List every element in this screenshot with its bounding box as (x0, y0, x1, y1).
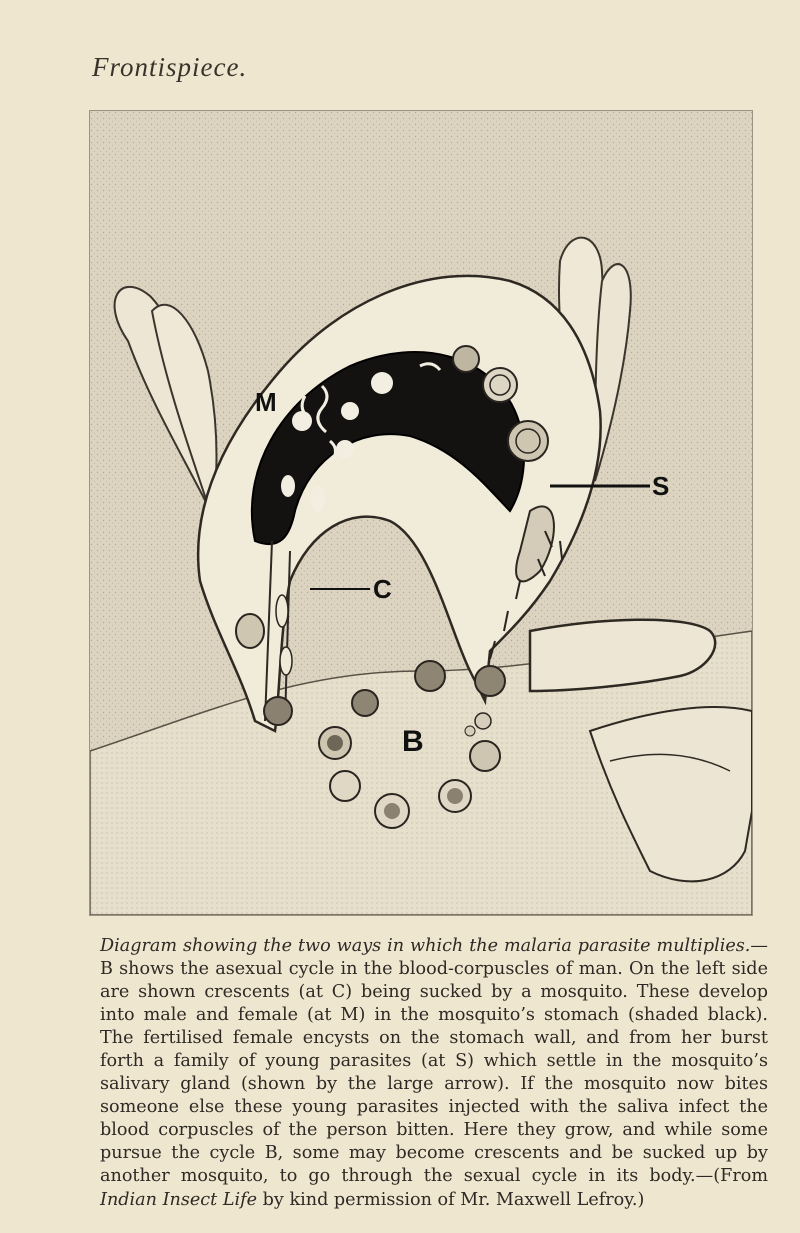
caption-source-title: Indian Insect Life (100, 1189, 258, 1210)
label-m: M (255, 387, 277, 417)
malaria-diagram-plate (89, 110, 753, 916)
frontispiece-heading: Frontispiece. (92, 52, 248, 82)
caption-tail: by kind permission of Mr. Maxwell Lefroy.) (257, 1189, 645, 1210)
figure-caption (100, 935, 768, 1212)
label-s: S (652, 471, 670, 501)
label-c: C (373, 574, 392, 604)
caption-lead: Diagram showing the two ways in which the malaria parasite multiplies.— (100, 936, 768, 956)
label-b: B (402, 725, 424, 758)
caption-body: B shows the asexual cycle in the blood-corpuscles of man. On the left side are shown crescents (at C) being sucked by a mosquito. These develop into male and female (at M) in the mosquito’s stomach (shaded black). The fertilised female encysts on the stomach wall, and from her burst forth a family of young parasites (at S) which settle in the mosquito’s salivary gland (shown by the large arrow). If the mosquito now bites someone else these young parasites injected with the saliva infect the blood corpuscles of the person bitten. Here they grow, and while some pursue the cycle B, some may become crescents and be sucked up by another mosquito, to go through the sexual cycle in its body.—(From (100, 959, 768, 1187)
malaria-cycle-diagram (90, 111, 752, 915)
